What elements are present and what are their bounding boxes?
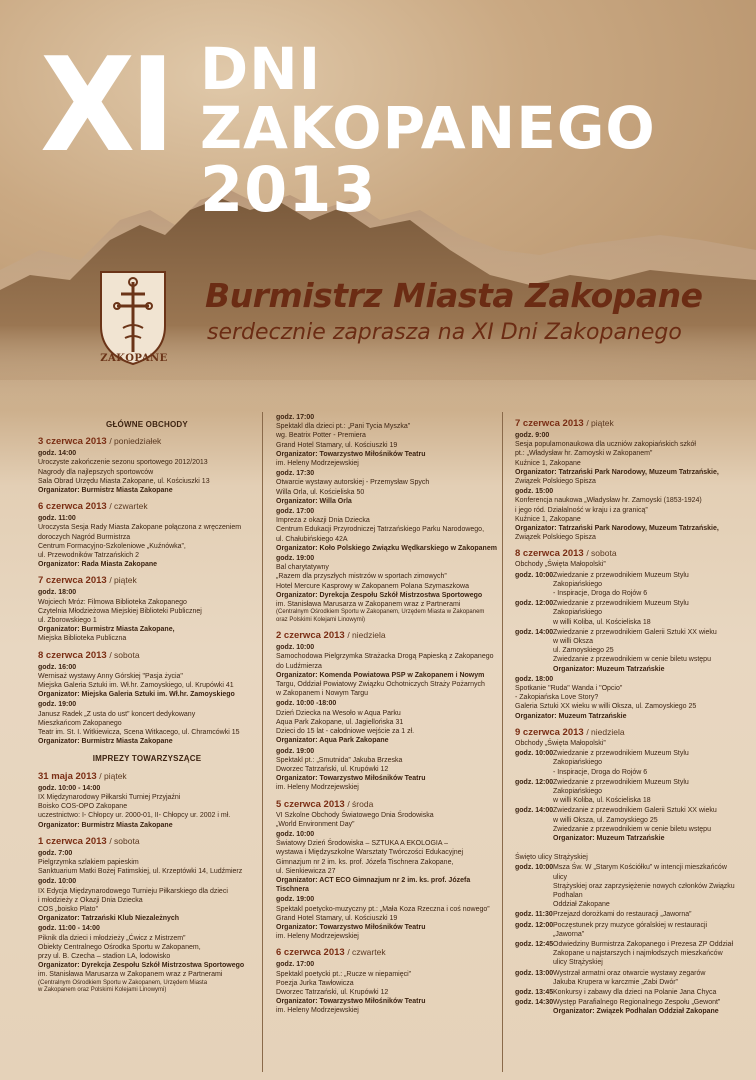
event-details: Uroczysta Sesja Rady Miasta Zakopane połączona z wręczeniem doroczych Nagród Burmistrza Centrum Formacyjno-Szkoleniowe „Kuźnówka”, ul. Przewodników Tatrzańskich 2 Organizator: Rada Miasta Zakopane (38, 524, 242, 569)
event-item: godz. 12:00 Poczęstunek przy muzyce góralskiej w restauracji „Jaworna” (515, 921, 708, 938)
crest-label: ZAKOPANE (100, 353, 168, 364)
event-details: Uroczyste zakończenie sezonu sportowego 2012/2013 Nagrody dla najlepszych sportowców Sala Obrad Urzędu Miasta Zakopane, ul. Kościuszki 13 Organizator: Burmistrz Miasta Zakopane (38, 459, 210, 495)
day-heading: 7 czerwca 2013 / piątek (515, 418, 614, 429)
day-heading: 8 czerwca 2013 / sobota (38, 649, 140, 661)
event-intro: VI Szkolne Obchody Światowego Dnia Środowiska „World Environment Day” (276, 811, 434, 828)
event-item: godz. 12:00 Zwiedzanie z przewodnikiem Muzeum Stylu Zakopiańskiego w willi Koliba, ul. Kościeliska 18 (515, 778, 689, 805)
event-item: godz. 10:00 Msza Św. W „Starym Kościółku” w intencji mieszkańców ulicy Strążyskiej oraz zaprzysiężenie nowych członków Związku Podhalan Oddział Zakopane (515, 864, 735, 909)
event-item: godz. 18:00 (515, 675, 554, 683)
event-details: Wernisaż wystawy Anny Górskiej "Pasja życia" Miejska Galeria Sztuki im. Wł.hr. Zamoyskiego, ul. Krupówki 41 Organizator: Miejska Galeria Sztuki im. Wł.hr. Zamoyskiego (38, 672, 235, 699)
event-item: godz. 11:00 (38, 515, 76, 523)
day-heading: 3 czerwca 2013 / poniedziałek (38, 436, 162, 448)
event-item: godz. 10:00 Zwiedzanie z przewodnikiem Muzeum Stylu Zakopiańskiego - Inspiracje, Droga do Rojów 6 (515, 750, 689, 776)
event-item: godz. 9:00 (515, 432, 550, 439)
day-heading: 5 czerwca 2013 / środa (276, 798, 374, 810)
roman-numeral: XI (40, 29, 170, 181)
event-item: godz. 12:00 Zwiedzanie z przewodnikiem Muzeum Stylu Zakopiańskiego w willi Koliba, ul. Kościeliska 18 (515, 600, 689, 626)
event-item: godz. 10:00 (38, 878, 77, 886)
event-item: godz. 11:00 - 14:00 (38, 925, 100, 933)
event-details: Dzień Dziecka na Wesoło w Aqua Parku Aqua Park Zakopane, ul. Jagiellońska 31 Dzieci do 15 lat - całodniowe wejście za 1 zł. Organizator: Aqua Park Zakopane (276, 709, 415, 745)
event-item: godz. 18:00 (38, 589, 77, 597)
event-details: Otwarcie wystawy autorskiej - Przemysław Spych Willa Orla, ul. Kościeliska 50 Organizator: Willa Orla (276, 479, 430, 505)
day-heading: 9 czerwca 2013 / niedziela (515, 726, 625, 738)
event-item: godz. 10:00 Zwiedzanie z przewodnikiem Muzeum Stylu Zakopiańskiego - Inspiracje, Droga do Rojów 6 (515, 571, 689, 598)
section-heading: GŁÓWNE OBCHODY (106, 420, 188, 429)
event-item: godz. 15:00 (515, 488, 554, 496)
day-heading: 31 maja 2013 / piątek (38, 770, 127, 782)
schedule-column-1 (38, 412, 256, 995)
event-item: godz. 14:00 Zwiedzanie z przewodnikiem Galerii Sztuki XX wieku w willi Oksza, ul. Zamoyskiego 25 Zwiedzanie z przewodnikiem w cenie biletu wstępu Organizator: Muzeum Tatrzańskie (515, 807, 717, 842)
day-heading: 7 czerwca 2013 / piątek (38, 575, 137, 587)
event-intro: Obchody „Święta Małopolski” (515, 739, 606, 747)
event-item: godz. 14:30 Występ Parafialnego Regionalnego Zespołu „Gewont” Organizator: Związek Podhalan Oddział Zakopane (515, 999, 721, 1016)
mayor-heading: Burmistrz Miasta Zakopane (205, 276, 703, 315)
event-item: godz. 17:00 (276, 508, 315, 516)
day-heading: 1 czerwca 2013 / sobota (38, 835, 140, 847)
event-item: godz. 7:00 (38, 849, 73, 857)
event-details: Pielgrzymka szlakiem papieskim Sanktuarium Matki Bożej Fatimskiej, ul. Krzeptówki 14, Ludźmierz (38, 858, 243, 876)
event-details: Wojciech Mróz: Filmowa Biblioteka Zakopanego Czytelnia Młodzieżowa Miejskiej Biblioteki Publicznej ul. Zborowskiego 1 Organizator: Burmistrz Miasta Zakopane, Miejska Biblioteka Publiczna (38, 598, 202, 643)
event-item: godz. 10:00 (276, 644, 315, 652)
event-details: Impreza z okazji Dnia Dziecka Centrum Edukacji Przyrodniczej Tatrzańskiego Parku Narodowego, ul. Chałubińskiego 42A Organizator: Koło Polskiego Związku Wędkarskiego w Zakopanem (276, 517, 497, 552)
event-details: Janusz Radek „Z usta do ust” koncert dedykowany Mieszkańcom Zakopanego Teatr im. St. I. Witkiewicza, Scena Witkacego, ul. Chramcówki 15 Organizator: Burmistrz Miasta Zakopane (38, 710, 240, 746)
event-item: godz. 10:00 (276, 830, 315, 838)
event-details: Piknik dla dzieci i młodzieży „Ćwicz z Mistrzem” Obiekty Centralnego Ośrodka Sportu w Zakopanem, przy ul. B. Czecha – stadion LA, lodowisko Organizator: Dyrekcja Zespołu Szkół Mistrzostwa Sportowego im. Stanisława Marusarza w Zakopanem wraz z Partnerami (Centralnym Ośrodkiem Sportu w Zakopanem, Urzędem Miasta w Zakopanem oraz Polskimi Kolejami Linowymi) (38, 934, 245, 994)
event-item: godz. 12:45 Odwiedziny Burmistrza Zakopanego i Prezesa ZP Oddział Zakopane u najstarszych i najmłodszych mieszkańców ulicy Strążyskiej (515, 940, 734, 967)
invitation-subtitle: serdecznie zaprasza na XI Dni Zakopanego (207, 320, 682, 345)
event-intro: Święto ulicy Strążyskiej (515, 854, 588, 862)
event-item: godz. 10:00 - 14:00 (38, 784, 101, 792)
event-item: godz. 17:30 (276, 470, 315, 478)
event-details: Światowy Dzień Środowiska – SZTUKA A EKOLOGIA – wystawa i Międzyszkolne Warsztaty Twórczości Edukacyjnej Gimnazjum nr 2 im. ks. prof. Józefa Tischnera Zakopane, ul. Sienkiewicza 27 Organizator: ACT ECO Gimnazjum nr 2 im. ks. prof. Józefa Tischnera (276, 840, 471, 894)
event-item: godz. 14:00 Zwiedzanie z przewodnikiem Galerii Sztuki XX wieku w willi Oksza ul. Zamoyskiego 25 Zwiedzanie z przewodnikiem w cenie biletu wstępu Organizator: Muzeum Tatrzańskie (515, 628, 717, 673)
event-details: Samochodowa Pielgrzymka Strażacka Drogą Papieską z Zakopanego do Ludźmierza Organizator: Komenda Powiatowa PSP w Zakopanem i Nowym Targu, Oddział Powiatowy Związku Ochotniczych Straży Pożarnych w Zakopanem i Nowym Targu (276, 653, 494, 698)
schedule-column-3 (515, 412, 737, 1017)
event-details: Spektakl poetycko-muzyczny pt.: „Mała Koza Rzeczna i coś nowego” Grand Hotel Stamary, ul. Kościuszki 19 Organizator: Towarzystwo Miłośników Teatru im. Heleny Modrzejewskiej (276, 905, 490, 941)
event-item: godz. 10:00 -18:00 (276, 700, 337, 708)
event-year: 2013 (200, 153, 377, 227)
event-item: godz. 16:00 (38, 663, 77, 671)
day-heading: 6 czerwca 2013 / czwartek (276, 947, 386, 959)
event-item: godz. 13:45 Konkursy i zabawy dla dzieci na Polanie Jana Chyca (515, 988, 717, 996)
event-details: Spektakl dla dzieci pt.: „Pani Tycia Myszka” wg. Beatrix Potter - Premiera Grand Hotel Stamary, ul. Kościuszki 19 Organizator: Towarzystwo Miłośników Teatru im. Heleny Modrzejewskiej (276, 423, 426, 468)
column-divider (502, 412, 503, 1072)
section-heading: IMPREZY TOWARZYSZĄCE (92, 754, 202, 764)
event-item: godz. 17:00 (276, 414, 315, 421)
event-title-line1: DNI ZAKOPANEGO (200, 35, 656, 163)
schedule-column-2 (276, 412, 498, 1016)
column-divider (262, 412, 263, 1072)
event-item: godz. 19:00 (38, 701, 77, 709)
event-details: Bal charytatywny „Razem dla przyszłych mistrzów w sportach zimowych” Hotel Mercure Kasprowy w Zakopanem Polana Szymaszkowa Organizator: Dyrekcja Zespołu Szkół Mistrzostwa Sportowego im. Stanisława Marusarza w Zakopanem wraz z Partnerami (Centralnym Ośrodkiem Sportu w Zakopanem, Urzędem Miasta w Zakopanem oraz Polskimi Kolejami Linowymi) (276, 564, 485, 623)
event-item: godz. 11:30 Przejazd dorożkami do restauracji „Jaworna” (515, 911, 692, 919)
day-heading: 6 czerwca 2013 / czwartek (38, 501, 148, 513)
event-item: godz. 19:00 (276, 747, 315, 755)
event-title (200, 35, 756, 227)
event-details: IX Edycja Międzynarodowego Turnieju Piłkarskiego dla dzieci i młodzieży z Okazji Dnia Dziecka COS „boisko Plato” Organizator: Tatrzański Klub Niezależnych (38, 887, 228, 923)
event-details: Sesja popularnonaukowa dla uczniów zakopiańskich szkół pt.: „Władysław hr. Zamoyski w Zakopanem” Kuźnice 1, Zakopane Organizator: Tatrzański Park Narodowy, Muzeum Tatrzańskie, Związek Polskiego Spisza (515, 441, 719, 486)
event-item: godz. 14:00 (38, 450, 77, 458)
event-details: IX Międzynarodowy Piłkarski Turniej Przyjaźni Boisko COS-OPO Zakopane uczestnictwo: I- Chłopcy ur. 2000-01, II- Chłopcy ur. 2002 i mł. Organizator: Burmistrz Miasta Zakopane (38, 793, 231, 829)
event-details: Spektakl poetycki pt.: „Rucze w niepamięci” Poezja Jurka Tawłowicza Dworzec Tatrzański, ul. Krupówki 12 Organizator: Towarzystwo Miłośników Teatru im. Heleny Modrzejewskiej (276, 970, 426, 1015)
event-details: Konferencja naukowa „Władysław hr. Zamoyski (1853-1924) i jego ród. Działalność w kraju i za granicą” Kuźnice 1, Zakopane Organizator: Tatrzański Park Narodowy, Muzeum Tatrzańskie, Związek Polskiego Spisza (515, 497, 719, 542)
event-item: godz. 19:00 (276, 555, 315, 563)
event-details: Spektakl pt.: „Smutnida” Jakuba Brzeska Dworzec Tatrzański, ul. Krupówki 12 Organizator: Towarzystwo Miłośników Teatru im. Heleny Modrzejewskiej (276, 756, 426, 792)
event-item: godz. 19:00 (276, 896, 315, 904)
event-item: godz. 13:00 Wystrzał armatni oraz otwarcie wystawy zegarów Jakuba Krupera w karczmie „Zabi Dwór” (515, 969, 706, 986)
event-intro: Obchody „Święta Małopolski” (515, 561, 606, 569)
event-details: Spotkanie "Ruda" Wanda i "Opcio" - Zakopiańska Love Story? Galeria Sztuki XX wieku w willi Oksza, ul. Zamoyskiego 25 Organizator: Muzeum Tatrzańskie (515, 685, 697, 720)
day-heading: 2 czerwca 2013 / niedziela (276, 630, 386, 642)
day-heading: 8 czerwca 2013 / sobota (515, 548, 617, 560)
event-item: godz. 17:00 (276, 961, 315, 969)
